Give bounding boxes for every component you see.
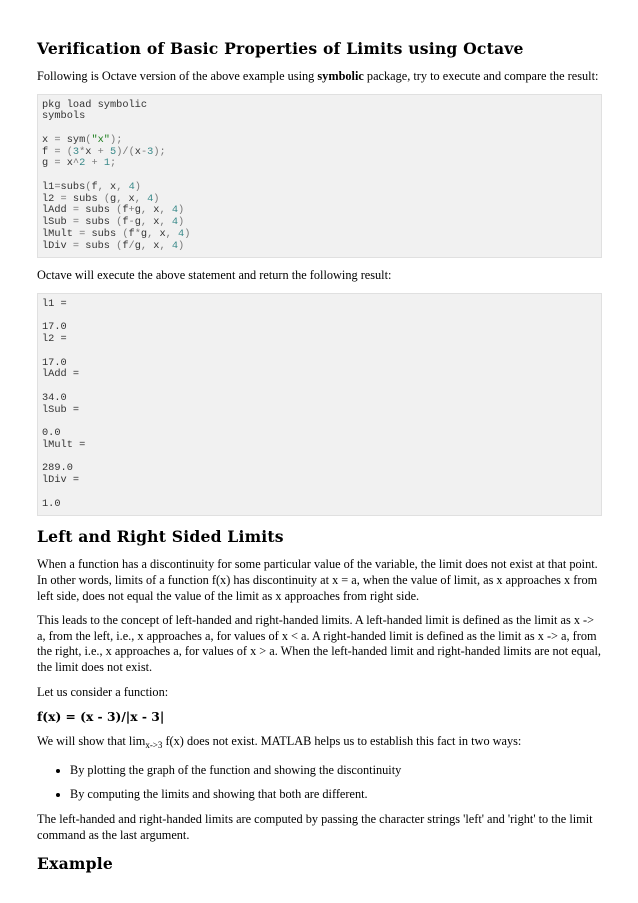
left-right-computation-paragraph: The left-handed and right-handed limits are computed by passing the character strings 'left' and 'right' to the limit command as the last argument. (37, 811, 593, 842)
code-block-octave (37, 94, 602, 259)
code-line: symbols (42, 110, 86, 123)
list-item-plotting: • By plotting the graph of the function and showing the discontinuity (70, 763, 602, 779)
code-line: lSub = subs (f-g, x, 4) (42, 216, 185, 229)
code-line: lDiv = (42, 474, 80, 487)
discontinuity-paragraph: When a function has a discontinuity for some particular value of the variable, the limit does not exist at that point. In other words, limits of a function f(x) has discontinuity at x = a, when the value of limit, as x approaches x from left side, does not equal the value of the limit as x approaches from right side. (37, 557, 598, 603)
section-heading-left-right-limits: Left and Right Sided Limits (37, 527, 284, 547)
intro-paragraph (37, 69, 602, 85)
limit-text-before: We will show that lim (37, 734, 146, 749)
limit-subscript: x->3 (145, 740, 163, 751)
code-line (42, 487, 597, 499)
left-right-limits-paragraph: This leads to the concept of left-handed and right-handed limits. A left-handed limit is defined as the limit as x -> a, from the left, i.e., x approaches a, for values of x < a. A right-handed limit is defined as the limit as x -> a, from the right, i.e., x approaches a, for values of x > a. When the left-handed limit and right-handed limits are not equal, the limit does not exist. (37, 613, 601, 674)
code-line: 289.0 (42, 462, 73, 475)
code-line: lAdd = (42, 368, 80, 381)
code-line: 17.0 (42, 356, 67, 369)
code-line: lMult = (42, 438, 86, 451)
code-block-output (37, 293, 602, 517)
code-line (42, 416, 597, 428)
code-line: 0.0 (42, 427, 61, 440)
limit-statement-paragraph (37, 734, 602, 754)
code-line: x = sym("x"); (42, 133, 123, 146)
list-item-computing: • By computing the limits and showing that both are different. (70, 787, 602, 803)
code-line: pkg load symbolic (42, 98, 148, 111)
section-heading-verification: Verification of Basic Properties of Limits using Octave (37, 39, 524, 58)
intro-text-before: Following is Octave version of the above example using (37, 69, 318, 83)
code-line: 34.0 (42, 391, 67, 404)
intro-keyword-symbolic: symbolic (317, 69, 364, 83)
result-intro-paragraph: Octave will execute the above statement and return the following result: (37, 268, 392, 283)
code-line (42, 311, 597, 323)
code-line: l2 = subs (g, x, 4) (42, 192, 160, 205)
code-line: l2 = (42, 333, 67, 346)
code-line (42, 452, 597, 464)
code-line: lSub = (42, 403, 80, 416)
code-line: l1=subs(f, x, 4) (42, 180, 141, 193)
code-line: 17.0 (42, 321, 67, 334)
function-formula: f(x) = (x - 3)/|x - 3| (37, 709, 165, 725)
code-line: lMult = subs (f*g, x, 4) (42, 227, 191, 240)
code-line (42, 346, 597, 358)
consider-function-paragraph: Let us consider a function: (37, 684, 169, 699)
code-line: l1 = (42, 297, 67, 310)
code-line: f = (3*x + 5)/(x-3); (42, 145, 166, 158)
code-line: lAdd = subs (f+g, x, 4) (42, 204, 185, 217)
code-line: g = x^2 + 1; (42, 157, 117, 170)
code-line (42, 381, 597, 393)
methods-list (37, 763, 602, 803)
intro-text-after: package, try to execute and compare the result: (363, 69, 599, 83)
code-line: lDiv = subs (f/g, x, 4) (42, 239, 185, 252)
code-line (42, 123, 597, 135)
section-heading-example: Example (37, 854, 113, 874)
code-line: 1.0 (42, 497, 61, 510)
limit-text-after: f(x) does not exist. MATLAB helps us to establish this fact in two ways: (162, 734, 522, 749)
